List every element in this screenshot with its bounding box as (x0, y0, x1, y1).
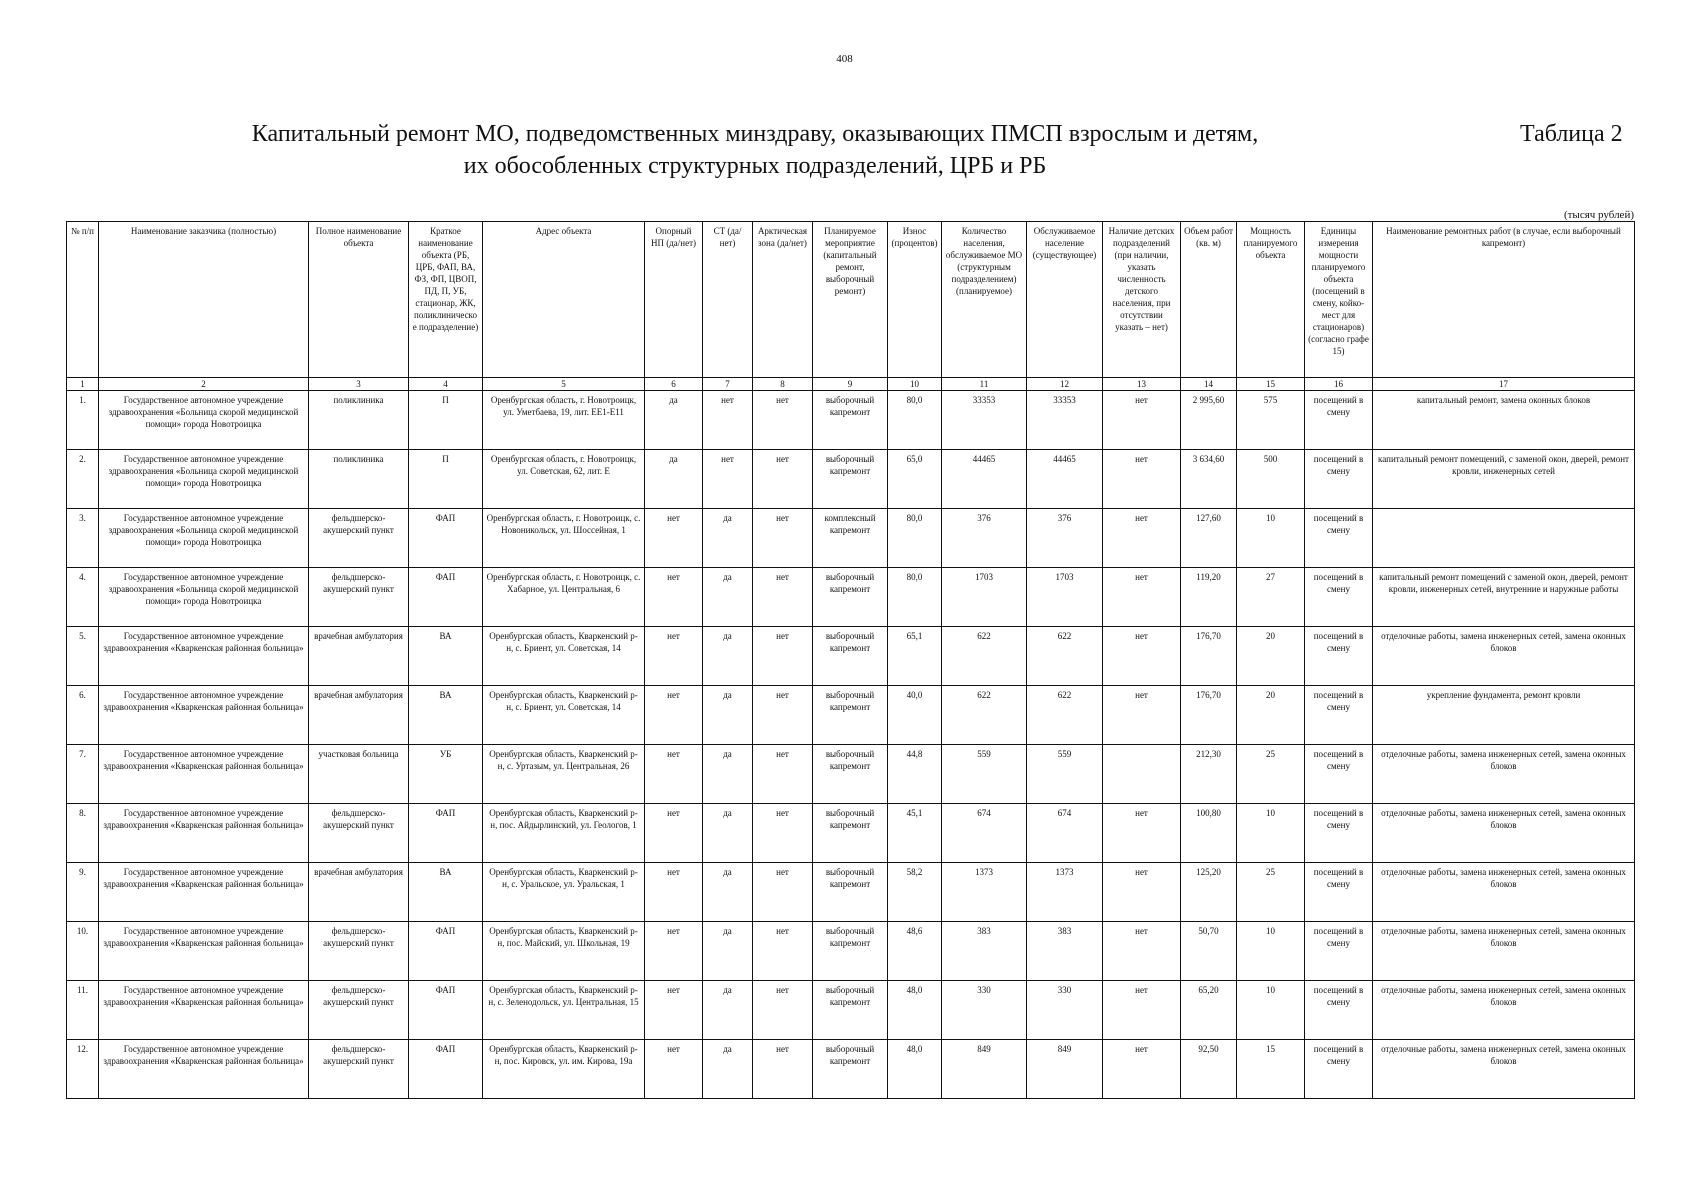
arctic-zone-cell: нет (753, 686, 813, 745)
planned-capacity-cell: 20 (1237, 686, 1305, 745)
customer-name-cell: Государственное автономное учреждение здравоохранения «Кваркенская районная больница» (99, 981, 309, 1040)
object-address-cell: Оренбургская область, г. Новотроицк, с. Новоникольск, ул. Шоссейная, 1 (483, 509, 645, 568)
wear-percent-cell: 40,0 (888, 686, 942, 745)
column-number: 3 (309, 378, 409, 391)
header-cell: Полное наименование объекта (309, 222, 409, 378)
table-row (67, 627, 1635, 686)
header-cell: Обслуживаемое население (существующее) (1027, 222, 1103, 378)
wear-percent-cell: 48,0 (888, 1040, 942, 1099)
column-number: 5 (483, 378, 645, 391)
planned-capacity-cell: 15 (1237, 1040, 1305, 1099)
customer-name-cell: Государственное автономное учреждение здравоохранения «Больница скорой медицинской помощи» города Новотроицка (99, 509, 309, 568)
object-full-name-cell: фельдшерско-акушерский пункт (309, 1040, 409, 1099)
planned-measure-cell: выборочный капремонт (813, 391, 888, 450)
work-volume-cell: 212,30 (1181, 745, 1237, 804)
repair-works-cell: укрепление фундамента, ремонт кровли (1373, 686, 1635, 745)
planned-measure-cell: выборочный капремонт (813, 981, 888, 1040)
wear-percent-cell: 48,0 (888, 981, 942, 1040)
units-note: (тысяч рублей) (1563, 209, 1634, 221)
column-number: 1 (67, 378, 99, 391)
title-line-1: Капитальный ремонт МО, подведомственных минздраву, оказывающих ПМСП взрослым и детям, (251, 121, 1259, 147)
wear-percent-cell: 65,1 (888, 627, 942, 686)
title-line-2: их обособленных структурных подразделений, ЦРБ и РБ (463, 153, 1047, 179)
table-row (67, 450, 1635, 509)
customer-name-cell: Государственное автономное учреждение здравоохранения «Кваркенская районная больница» (99, 804, 309, 863)
object-short-name-cell: УБ (409, 745, 483, 804)
children-units-cell: нет (1103, 450, 1181, 509)
children-units-cell: нет (1103, 804, 1181, 863)
population-existing-cell: 559 (1027, 745, 1103, 804)
population-planned-cell: 674 (942, 804, 1027, 863)
table-label: Таблица 2 (1520, 121, 1623, 147)
population-existing-cell: 622 (1027, 627, 1103, 686)
repair-works-cell: отделочные работы, замена инженерных сетей, замена оконных блоков (1373, 804, 1635, 863)
population-planned-cell: 849 (942, 1040, 1027, 1099)
planned-capacity-cell: 25 (1237, 745, 1305, 804)
work-volume-cell: 65,20 (1181, 981, 1237, 1040)
object-address-cell: Оренбургская область, Кваркенский р-н, с. Бриент, ул. Советская, 14 (483, 686, 645, 745)
planned-capacity-cell: 10 (1237, 981, 1305, 1040)
object-short-name-cell: ФАП (409, 568, 483, 627)
planned-capacity-cell: 10 (1237, 922, 1305, 981)
wear-percent-cell: 48,6 (888, 922, 942, 981)
header-cell: СТ (да/нет) (703, 222, 753, 378)
population-planned-cell: 44465 (942, 450, 1027, 509)
row-number-cell: 12. (67, 1040, 99, 1099)
customer-name-cell: Государственное автономное учреждение здравоохранения «Кваркенская районная больница» (99, 686, 309, 745)
table-row (67, 922, 1635, 981)
st-flag-cell: да (703, 863, 753, 922)
planned-measure-cell: выборочный капремонт (813, 686, 888, 745)
wear-percent-cell: 80,0 (888, 391, 942, 450)
planned-measure-cell: выборочный капремонт (813, 863, 888, 922)
arctic-zone-cell: нет (753, 568, 813, 627)
st-flag-cell: да (703, 804, 753, 863)
children-units-cell: нет (1103, 509, 1181, 568)
planned-measure-cell: выборочный капремонт (813, 922, 888, 981)
st-flag-cell: да (703, 627, 753, 686)
object-address-cell: Оренбургская область, г. Новотроицк, ул. Советская, 62, лит. Е (483, 450, 645, 509)
capacity-units-cell: посещений в смену (1305, 509, 1373, 568)
capacity-units-cell: посещений в смену (1305, 863, 1373, 922)
header-cell: Износ (процентов) (888, 222, 942, 378)
column-number: 11 (942, 378, 1027, 391)
capacity-units-cell: посещений в смену (1305, 686, 1373, 745)
support-settlement-cell: да (645, 450, 703, 509)
object-full-name-cell: врачебная амбулатория (309, 686, 409, 745)
st-flag-cell: нет (703, 391, 753, 450)
table-row (67, 804, 1635, 863)
st-flag-cell: да (703, 981, 753, 1040)
population-existing-cell: 674 (1027, 804, 1103, 863)
object-short-name-cell: ФАП (409, 1040, 483, 1099)
planned-measure-cell: выборочный капремонт (813, 804, 888, 863)
header-cell: Арктическая зона (да/нет) (753, 222, 813, 378)
st-flag-cell: да (703, 922, 753, 981)
object-full-name-cell: фельдшерско-акушерский пункт (309, 509, 409, 568)
work-volume-cell: 119,20 (1181, 568, 1237, 627)
header-cell: Наличие детских подразделений (при наличии, указать численность детского населения, при отсутствии указать – нет) (1103, 222, 1181, 378)
children-units-cell: нет (1103, 686, 1181, 745)
children-units-cell: нет (1103, 981, 1181, 1040)
header-cell: Опорный НП (да/нет) (645, 222, 703, 378)
table-row (67, 509, 1635, 568)
st-flag-cell: нет (703, 450, 753, 509)
column-number-row (67, 378, 1635, 391)
work-volume-cell: 125,20 (1181, 863, 1237, 922)
children-units-cell: нет (1103, 863, 1181, 922)
object-full-name-cell: врачебная амбулатория (309, 863, 409, 922)
population-existing-cell: 1373 (1027, 863, 1103, 922)
object-address-cell: Оренбургская область, Кваркенский р-н, с. Бриент, ул. Советская, 14 (483, 627, 645, 686)
object-address-cell: Оренбургская область, Кваркенский р-н, с. Зеленодольск, ул. Центральная, 15 (483, 981, 645, 1040)
capacity-units-cell: посещений в смену (1305, 450, 1373, 509)
children-units-cell: нет (1103, 922, 1181, 981)
column-number: 4 (409, 378, 483, 391)
children-units-cell: нет (1103, 627, 1181, 686)
arctic-zone-cell: нет (753, 981, 813, 1040)
row-number-cell: 8. (67, 804, 99, 863)
row-number-cell: 1. (67, 391, 99, 450)
work-volume-cell: 127,60 (1181, 509, 1237, 568)
planned-capacity-cell: 10 (1237, 804, 1305, 863)
children-units-cell: нет (1103, 568, 1181, 627)
population-existing-cell: 33353 (1027, 391, 1103, 450)
object-address-cell: Оренбургская область, Кваркенский р-н, пос. Кировск, ул. им. Кирова, 19а (483, 1040, 645, 1099)
population-existing-cell: 383 (1027, 922, 1103, 981)
support-settlement-cell: нет (645, 863, 703, 922)
customer-name-cell: Государственное автономное учреждение здравоохранения «Больница скорой медицинской помощи» города Новотроицка (99, 450, 309, 509)
object-short-name-cell: ФАП (409, 804, 483, 863)
wear-percent-cell: 45,1 (888, 804, 942, 863)
planned-capacity-cell: 20 (1237, 627, 1305, 686)
repair-works-cell: отделочные работы, замена инженерных сетей, замена оконных блоков (1373, 627, 1635, 686)
arctic-zone-cell: нет (753, 804, 813, 863)
capacity-units-cell: посещений в смену (1305, 391, 1373, 450)
column-number: 6 (645, 378, 703, 391)
object-short-name-cell: ВА (409, 686, 483, 745)
support-settlement-cell: нет (645, 509, 703, 568)
repair-works-cell: отделочные работы, замена инженерных сетей, замена оконных блоков (1373, 1040, 1635, 1099)
population-planned-cell: 1703 (942, 568, 1027, 627)
planned-capacity-cell: 27 (1237, 568, 1305, 627)
arctic-zone-cell: нет (753, 509, 813, 568)
wear-percent-cell: 58,2 (888, 863, 942, 922)
population-planned-cell: 1373 (942, 863, 1027, 922)
object-full-name-cell: фельдшерско-акушерский пункт (309, 568, 409, 627)
population-planned-cell: 383 (942, 922, 1027, 981)
arctic-zone-cell: нет (753, 627, 813, 686)
customer-name-cell: Государственное автономное учреждение здравоохранения «Кваркенская районная больница» (99, 922, 309, 981)
column-number: 10 (888, 378, 942, 391)
row-number-cell: 4. (67, 568, 99, 627)
support-settlement-cell: нет (645, 745, 703, 804)
object-full-name-cell: поликлиника (309, 450, 409, 509)
header-cell: Адрес объекта (483, 222, 645, 378)
st-flag-cell: да (703, 568, 753, 627)
population-existing-cell: 44465 (1027, 450, 1103, 509)
support-settlement-cell: нет (645, 627, 703, 686)
planned-capacity-cell: 500 (1237, 450, 1305, 509)
children-units-cell: нет (1103, 391, 1181, 450)
population-planned-cell: 622 (942, 627, 1027, 686)
row-number-cell: 9. (67, 863, 99, 922)
header-cell: Количество населения, обслуживаемое МО (структурным подразделением) (планируемое) (942, 222, 1027, 378)
repair-works-cell: отделочные работы, замена инженерных сетей, замена оконных блоков (1373, 745, 1635, 804)
support-settlement-cell: да (645, 391, 703, 450)
header-cell: Единицы измерения мощности планируемого объекта (посещений в смену, койко-мест для стационаров) (согласно графе 15) (1305, 222, 1373, 378)
object-address-cell: Оренбургская область, г. Новотроицк, с. Хабарное, ул. Центральная, 6 (483, 568, 645, 627)
customer-name-cell: Государственное автономное учреждение здравоохранения «Кваркенская районная больница» (99, 1040, 309, 1099)
capacity-units-cell: посещений в смену (1305, 981, 1373, 1040)
population-planned-cell: 33353 (942, 391, 1027, 450)
table-row (67, 568, 1635, 627)
planned-capacity-cell: 575 (1237, 391, 1305, 450)
row-number-cell: 7. (67, 745, 99, 804)
support-settlement-cell: нет (645, 568, 703, 627)
wear-percent-cell: 80,0 (888, 509, 942, 568)
arctic-zone-cell: нет (753, 922, 813, 981)
object-address-cell: Оренбургская область, Кваркенский р-н, пос. Майский, ул. Школьная, 19 (483, 922, 645, 981)
capacity-units-cell: посещений в смену (1305, 745, 1373, 804)
repair-works-cell: капитальный ремонт помещений с заменой окон, дверей, ремонт кровли, инженерных сетей, внутренние и наружные работы (1373, 568, 1635, 627)
repair-table (66, 221, 1635, 1099)
object-full-name-cell: участковая больница (309, 745, 409, 804)
population-existing-cell: 622 (1027, 686, 1103, 745)
work-volume-cell: 50,70 (1181, 922, 1237, 981)
object-address-cell: Оренбургская область, Кваркенский р-н, пос. Айдырлинский, ул. Геологов, 1 (483, 804, 645, 863)
work-volume-cell: 92,50 (1181, 1040, 1237, 1099)
column-number: 15 (1237, 378, 1305, 391)
header-cell: № п/п (67, 222, 99, 378)
object-short-name-cell: П (409, 450, 483, 509)
row-number-cell: 3. (67, 509, 99, 568)
st-flag-cell: да (703, 686, 753, 745)
population-planned-cell: 376 (942, 509, 1027, 568)
table-body (67, 391, 1635, 1099)
population-existing-cell: 1703 (1027, 568, 1103, 627)
work-volume-cell: 100,80 (1181, 804, 1237, 863)
work-volume-cell: 176,70 (1181, 627, 1237, 686)
table-row (67, 1040, 1635, 1099)
object-full-name-cell: фельдшерско-акушерский пункт (309, 922, 409, 981)
column-number: 17 (1373, 378, 1635, 391)
support-settlement-cell: нет (645, 686, 703, 745)
population-existing-cell: 849 (1027, 1040, 1103, 1099)
support-settlement-cell: нет (645, 1040, 703, 1099)
header-cell: Краткое наименование объекта (РБ, ЦРБ, ФАП, ВА, ФЗ, ФП, ЦВОП, ПД, П, УБ, стационар, ЖК, поликлиническое подразделение) (409, 222, 483, 378)
planned-measure-cell: комплексный капремонт (813, 509, 888, 568)
support-settlement-cell: нет (645, 804, 703, 863)
arctic-zone-cell: нет (753, 1040, 813, 1099)
planned-measure-cell: выборочный капремонт (813, 745, 888, 804)
arctic-zone-cell: нет (753, 863, 813, 922)
planned-capacity-cell: 25 (1237, 863, 1305, 922)
object-short-name-cell: ВА (409, 863, 483, 922)
support-settlement-cell: нет (645, 981, 703, 1040)
population-existing-cell: 330 (1027, 981, 1103, 1040)
repair-works-cell: капитальный ремонт, замена оконных блоков (1373, 391, 1635, 450)
column-number: 7 (703, 378, 753, 391)
work-volume-cell: 2 995,60 (1181, 391, 1237, 450)
column-number: 13 (1103, 378, 1181, 391)
column-number: 9 (813, 378, 888, 391)
row-number-cell: 11. (67, 981, 99, 1040)
row-number-cell: 2. (67, 450, 99, 509)
header-cell: Планируемое мероприятие (капитальный ремонт, выборочный ремонт) (813, 222, 888, 378)
planned-measure-cell: выборочный капремонт (813, 450, 888, 509)
children-units-cell (1103, 745, 1181, 804)
object-short-name-cell: ФАП (409, 981, 483, 1040)
wear-percent-cell: 80,0 (888, 568, 942, 627)
header-cell: Мощность планируемого объекта (1237, 222, 1305, 378)
document-title (160, 118, 1350, 182)
customer-name-cell: Государственное автономное учреждение здравоохранения «Кваркенская районная больница» (99, 627, 309, 686)
wear-percent-cell: 44,8 (888, 745, 942, 804)
column-number: 2 (99, 378, 309, 391)
population-planned-cell: 559 (942, 745, 1027, 804)
repair-works-cell: отделочные работы, замена инженерных сетей, замена оконных блоков (1373, 922, 1635, 981)
repair-works-cell: отделочные работы, замена инженерных сетей, замена оконных блоков (1373, 863, 1635, 922)
children-units-cell: нет (1103, 1040, 1181, 1099)
planned-measure-cell: выборочный капремонт (813, 627, 888, 686)
customer-name-cell: Государственное автономное учреждение здравоохранения «Кваркенская районная больница» (99, 745, 309, 804)
capacity-units-cell: посещений в смену (1305, 568, 1373, 627)
object-full-name-cell: врачебная амбулатория (309, 627, 409, 686)
population-planned-cell: 622 (942, 686, 1027, 745)
repair-works-cell (1373, 509, 1635, 568)
capacity-units-cell: посещений в смену (1305, 1040, 1373, 1099)
object-short-name-cell: ФАП (409, 922, 483, 981)
planned-measure-cell: выборочный капремонт (813, 1040, 888, 1099)
customer-name-cell: Государственное автономное учреждение здравоохранения «Больница скорой медицинской помощи» города Новотроицка (99, 568, 309, 627)
object-address-cell: Оренбургская область, Кваркенский р-н, с. Уртазым, ул. Центральная, 26 (483, 745, 645, 804)
support-settlement-cell: нет (645, 922, 703, 981)
column-number: 8 (753, 378, 813, 391)
header-cell: Наименование заказчика (полностью) (99, 222, 309, 378)
table-row (67, 863, 1635, 922)
customer-name-cell: Государственное автономное учреждение здравоохранения «Больница скорой медицинской помощи» города Новотроицка (99, 391, 309, 450)
repair-works-cell: капитальный ремонт помещений, с заменой окон, дверей, ремонт кровли, инженерных сетей (1373, 450, 1635, 509)
repair-works-cell: отделочные работы, замена инженерных сетей, замена оконных блоков (1373, 981, 1635, 1040)
object-full-name-cell: поликлиника (309, 391, 409, 450)
capacity-units-cell: посещений в смену (1305, 627, 1373, 686)
column-number: 16 (1305, 378, 1373, 391)
object-short-name-cell: ФАП (409, 509, 483, 568)
table-row (67, 391, 1635, 450)
capacity-units-cell: посещений в смену (1305, 804, 1373, 863)
column-number: 14 (1181, 378, 1237, 391)
column-number: 12 (1027, 378, 1103, 391)
work-volume-cell: 176,70 (1181, 686, 1237, 745)
arctic-zone-cell: нет (753, 745, 813, 804)
row-number-cell: 6. (67, 686, 99, 745)
header-cell: Наименование ремонтных работ (в случае, если выборочный капремонт) (1373, 222, 1635, 378)
arctic-zone-cell: нет (753, 391, 813, 450)
header-row (67, 222, 1635, 378)
object-address-cell: Оренбургская область, Кваркенский р-н, с. Уральское, ул. Уральская, 1 (483, 863, 645, 922)
table-row (67, 981, 1635, 1040)
arctic-zone-cell: нет (753, 450, 813, 509)
object-short-name-cell: П (409, 391, 483, 450)
planned-capacity-cell: 10 (1237, 509, 1305, 568)
wear-percent-cell: 65,0 (888, 450, 942, 509)
population-planned-cell: 330 (942, 981, 1027, 1040)
table-row (67, 745, 1635, 804)
object-address-cell: Оренбургская область, г. Новотроицк, ул. Уметбаева, 19, лит. ЕЕ1-Е11 (483, 391, 645, 450)
page-number: 408 (836, 53, 853, 65)
capacity-units-cell: посещений в смену (1305, 922, 1373, 981)
st-flag-cell: да (703, 745, 753, 804)
row-number-cell: 10. (67, 922, 99, 981)
row-number-cell: 5. (67, 627, 99, 686)
population-existing-cell: 376 (1027, 509, 1103, 568)
object-short-name-cell: ВА (409, 627, 483, 686)
header-cell: Объем работ (кв. м) (1181, 222, 1237, 378)
st-flag-cell: да (703, 509, 753, 568)
object-full-name-cell: фельдшерско-акушерский пункт (309, 981, 409, 1040)
st-flag-cell: да (703, 1040, 753, 1099)
object-full-name-cell: фельдшерско-акушерский пункт (309, 804, 409, 863)
customer-name-cell: Государственное автономное учреждение здравоохранения «Кваркенская районная больница» (99, 863, 309, 922)
planned-measure-cell: выборочный капремонт (813, 568, 888, 627)
table-row (67, 686, 1635, 745)
work-volume-cell: 3 634,60 (1181, 450, 1237, 509)
